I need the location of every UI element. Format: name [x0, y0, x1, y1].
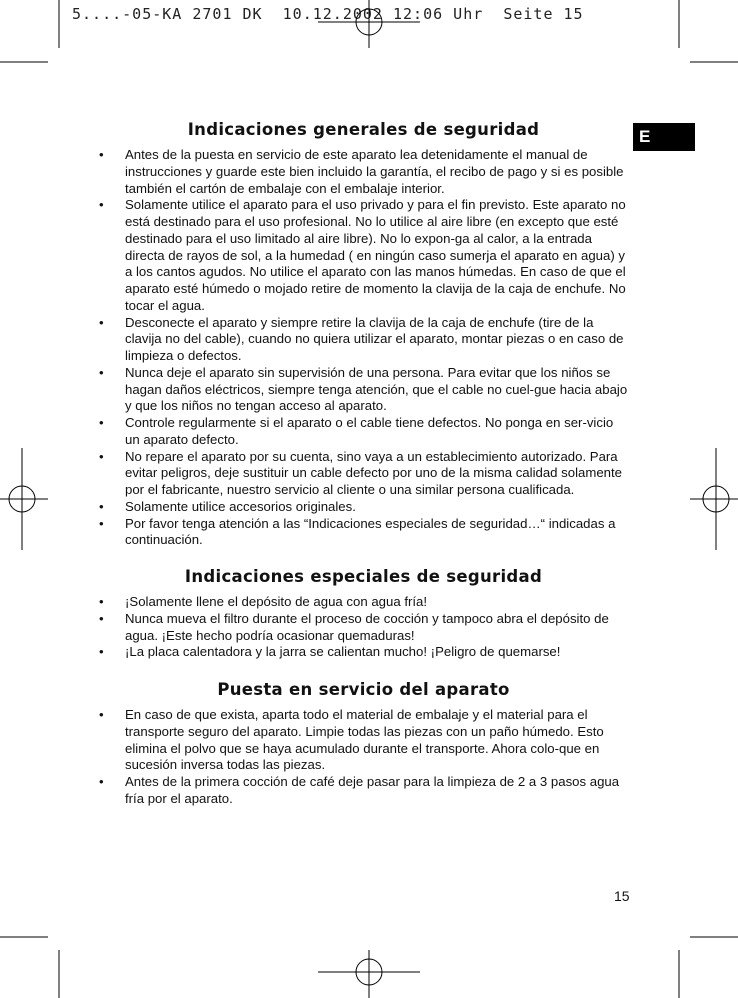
registration-target-right: [690, 448, 738, 550]
section-title: Indicaciones generales de seguridad: [187, 120, 540, 139]
section-title: Indicaciones especiales de seguridad: [184, 567, 543, 586]
bullet-icon: •: [99, 515, 104, 531]
list-item-text: Solamente utilice el aparato para el uso privado y para el fin previsto. Este aparato no está destinado para el uso profesional. No lo utilice al aire libre (en excepto que esté destinado para el uso limitado al aire libre). No lo expon-ga al calor, a la entrada directa de rayos de sol, a la humedad ( en ningún caso sumerja el aparato en agua) y a los cantos agudos. No utilice el aparato con las manos húmedas. En caso de que el aparato esté húmedo o mojado retire de momento la clavija de la caja de enchufe. No tocar el agua.: [125, 197, 626, 313]
bullet-icon: •: [99, 774, 104, 789]
list-item-text: Por favor tenga atención a las “Indicaciones especiales de seguridad…“ indicadas a continuación.: [125, 515, 616, 548]
list-item: [96, 365, 631, 415]
list-item-text: ¡La placa calentadora y la jarra se calientan mucho! ¡Peligro de quemarse!: [125, 644, 561, 660]
list-item-text: Solamente utilice accesorios originales.: [125, 498, 356, 514]
list-item-text: Antes de la puesta en servicio de este aparato lea detenidamente el manual de instrucciones y guarde este bien incluido la garantía, el recibo de pago y si es posible también el cartón de embalaje con el embalaje interior.: [125, 147, 624, 196]
registration-target-left: [0, 448, 48, 550]
list-item: [96, 315, 631, 365]
section-first-use: [96, 680, 631, 808]
list-item-text: No repare el aparato por su cuenta, sino vaya a un establecimiento autorizado. Para evitar peligros, deje sustituir un cable defecto por uno de la misma calidad solamente por el fabricante, nuestro servicio al cliente o una similar persona cualificada.: [125, 448, 623, 497]
bullet-icon: •: [99, 644, 104, 660]
bullet-icon: •: [99, 415, 104, 430]
language-tab: E: [633, 123, 695, 151]
bullet-icon: •: [99, 314, 104, 330]
list-item: [96, 147, 631, 197]
print-slug-header: 5....-05-KA 2701 DK 10.12.2002 12:06 Uhr Seite 15: [72, 5, 584, 23]
bullet-icon: •: [99, 707, 104, 722]
list-item: [96, 449, 631, 499]
list-item: [96, 415, 631, 449]
bullet-icon: •: [99, 364, 104, 380]
list-item: [96, 774, 631, 808]
bullet-list: [96, 147, 631, 549]
list-item: [96, 644, 631, 661]
bullet-icon: •: [99, 498, 104, 514]
registration-target-bottom: [318, 950, 420, 998]
list-item-text: Nunca mueva el filtro durante el proceso de cocción y tampoco abra el depósito de agua. ¡Este hecho podría ocasionar quemaduras!: [125, 610, 609, 643]
list-item: [96, 594, 631, 611]
bullet-icon: •: [99, 197, 104, 213]
list-item: [96, 707, 631, 774]
bullet-icon: •: [99, 610, 104, 626]
page-content: [96, 120, 631, 808]
section-general-safety: [96, 120, 631, 549]
list-item: [96, 197, 631, 314]
list-item: [96, 611, 631, 645]
bullet-icon: •: [99, 448, 104, 464]
list-item-text: Controle regularmente si el aparato o el cable tiene defectos. No ponga en ser-vicio un aparato defecto.: [125, 415, 614, 447]
bullet-icon: •: [99, 594, 104, 609]
section-title: Puesta en servicio del aparato: [217, 680, 510, 699]
page-number: 15: [614, 888, 630, 904]
bullet-list: [96, 594, 631, 661]
bullet-list: [96, 707, 631, 808]
section-special-safety: [96, 567, 631, 661]
bullet-icon: •: [99, 147, 104, 162]
list-item-text: En caso de que exista, aparta todo el material de embalaje y el material para el transporte seguro del aparato. Limpie todas las piezas con un paño húmedo. Esto elimina el polvo que se haya acumulado durante el transporte. Ahora colo-que en sucesión inversa todas las piezas.: [125, 707, 604, 773]
list-item-text: ¡Solamente llene el depósito de agua con agua fría!: [125, 594, 428, 609]
list-item-text: Antes de la primera cocción de café deje pasar para la limpieza de 2 a 3 pasos agua fría por el aparato.: [125, 774, 620, 806]
list-item-text: Nunca deje el aparato sin supervisión de una persona. Para evitar que los niños se hagan daños eléctricos, siempre tenga atención, que el cable no cuel-gue hacia abajo y que los niños no tengan acceso al aparato.: [125, 364, 628, 414]
list-item: [96, 499, 631, 516]
registration-target-top: [318, 0, 420, 48]
list-item-text: Desconecte el aparato y siempre retire la clavija de la caja de enchufe (tire de la clavija no del cable), cuando no quiera utilizar el aparato, montar piezas o en caso de limpieza o defectos.: [125, 314, 624, 363]
list-item: [96, 516, 631, 550]
